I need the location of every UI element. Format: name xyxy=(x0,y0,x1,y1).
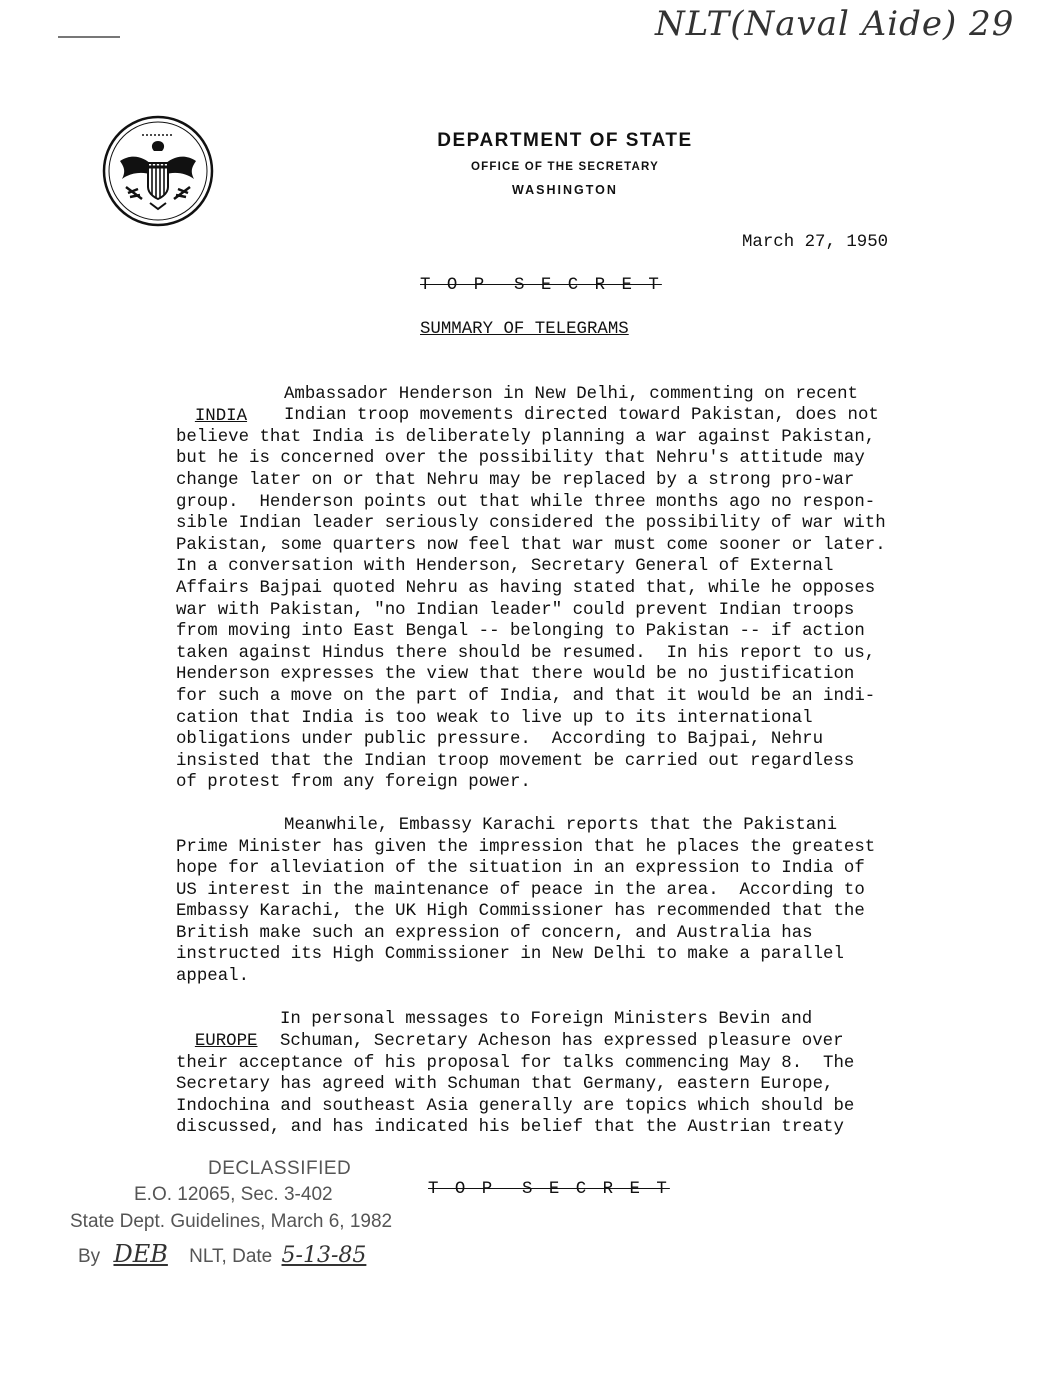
india-line: sible Indian leader seriously considered the possibility of war with xyxy=(176,514,886,533)
india-line: Pakistan, some quarters now feel that war must come sooner or later. xyxy=(176,536,886,555)
india-line: In a conversation with Henderson, Secretary General of External xyxy=(176,557,834,576)
document-title: SUMMARY OF TELEGRAMS xyxy=(420,320,629,339)
india-paragraph2-line: hope for alleviation of the situation in an expression to India of xyxy=(176,859,865,878)
india-line: Indian troop movements directed toward Pakistan, does not xyxy=(284,406,879,425)
europe-line: Schuman, Secretary Acheson has expressed pleasure over xyxy=(280,1032,844,1051)
india-line: but he is concerned over the possibility that Nehru's attitude may xyxy=(176,449,865,468)
section-label-india: INDIA xyxy=(194,406,248,426)
declassified-stamp-guidelines: State Dept. Guidelines, March 6, 1982 xyxy=(70,1211,393,1232)
declassified-stamp-authority: E.O. 12065, Sec. 3-402 xyxy=(134,1184,333,1205)
india-line: of protest from any foreign power. xyxy=(176,773,531,792)
section-label-europe: EUROPE xyxy=(194,1031,258,1051)
india-paragraph2-line: British make such an expression of concern, and Australia has xyxy=(176,924,813,943)
europe-line: discussed, and has indicated his belief that the Austrian treaty xyxy=(176,1118,844,1137)
india-line: Affairs Bajpai quoted Nehru as having stated that, while he opposes xyxy=(176,579,876,598)
india-line: Henderson expresses the view that there would be no justification xyxy=(176,665,855,684)
declassified-stamp-initials: DEB xyxy=(113,1240,168,1268)
classification-header: T O P S E C R E T xyxy=(420,276,662,295)
department-of-state-seal xyxy=(102,115,214,227)
letterhead-department: DEPARTMENT OF STATE xyxy=(437,130,693,151)
india-line: cation that India is too weak to live up to its international xyxy=(176,709,813,728)
margin-mark xyxy=(58,36,120,38)
classification-footer: T O P S E C R E T xyxy=(428,1180,670,1199)
india-paragraph2-line: appeal. xyxy=(176,967,250,986)
india-line: believe that India is deliberately planning a war against Pakistan, xyxy=(176,428,876,447)
india-line: insisted that the Indian troop movement be carried out regardless xyxy=(176,752,855,771)
india-line: war with Pakistan, "no Indian leader" could prevent Indian troops xyxy=(176,601,855,620)
letterhead-city: WASHINGTON xyxy=(512,183,618,197)
declassified-stamp-date: 5-13-85 xyxy=(281,1243,367,1268)
india-paragraph2-line: US interest in the maintenance of peace in the area. According to xyxy=(176,881,865,900)
europe-line: Indochina and southeast Asia generally are topics which should be xyxy=(176,1097,855,1116)
india-line: obligations under public pressure. According to Bajpai, Nehru xyxy=(176,730,824,749)
india-paragraph2-line: Prime Minister has given the impression that he places the greatest xyxy=(176,838,876,857)
declassified-stamp-title: DECLASSIFIED xyxy=(208,1158,352,1179)
declassified-stamp-by-line: By DEB NLT, Date 5-13-85 xyxy=(78,1240,367,1268)
europe-line: In personal messages to Foreign Ministers Bevin and xyxy=(280,1010,813,1029)
europe-line: Secretary has agreed with Schuman that Germany, eastern Europe, xyxy=(176,1075,834,1094)
letterhead-office: OFFICE OF THE SECRETARY xyxy=(471,161,659,173)
india-paragraph2-line: instructed its High Commissioner in New Delhi to make a parallel xyxy=(176,945,844,964)
india-line: for such a move on the part of India, and that it would be an indi- xyxy=(176,687,876,706)
india-line: group. Henderson points out that while three months ago no respon- xyxy=(176,493,876,512)
india-line: change later on or that Nehru may be replaced by a strong pro-war xyxy=(176,471,855,490)
europe-line: their acceptance of his proposal for talks commencing May 8. The xyxy=(176,1054,855,1073)
handwritten-file-reference: NLT(Naval Aide) 29 xyxy=(655,4,1015,44)
india-line: taken against Hindus there should be resumed. In his report to us, xyxy=(176,644,876,663)
india-paragraph2-line: Embassy Karachi, the UK High Commissioner has recommended that the xyxy=(176,902,865,921)
document-date: March 27, 1950 xyxy=(742,233,889,252)
india-line: from moving into East Bengal -- belonging to Pakistan -- if action xyxy=(176,622,865,641)
india-paragraph2-line: Meanwhile, Embassy Karachi reports that the Pakistani xyxy=(284,816,838,835)
india-line: Ambassador Henderson in New Delhi, commenting on recent xyxy=(284,385,858,404)
